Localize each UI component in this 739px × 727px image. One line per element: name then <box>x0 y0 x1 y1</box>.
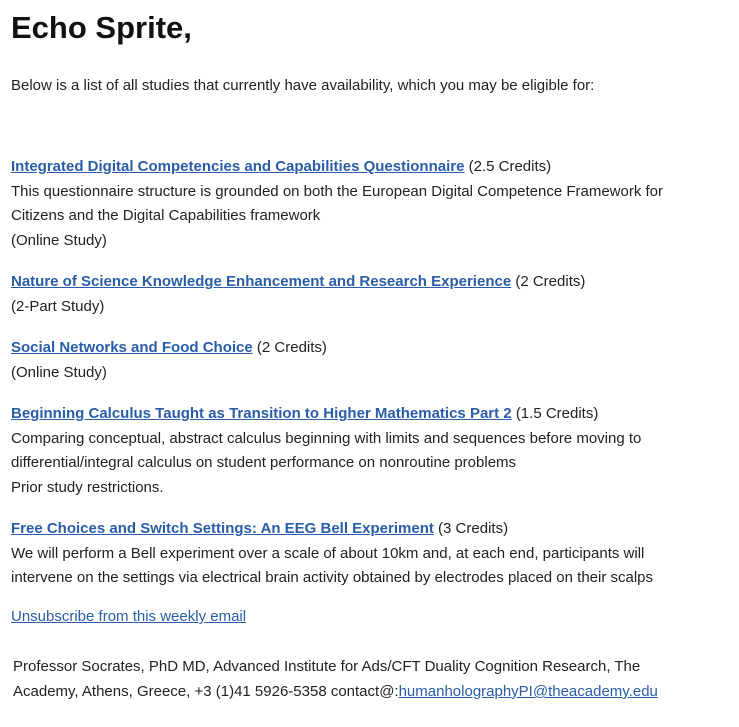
study-heading-line <box>11 270 731 295</box>
footer-line: Academy, Athens, Greece, +3 (1)41 5926-5358 contact@: <box>13 683 399 700</box>
footer-line: Professor Socrates, PhD MD, Advanced Institute for Ads/CFT Duality Cognition Research, The <box>13 658 641 675</box>
study-item <box>11 336 731 385</box>
study-type: (Online Study) <box>11 231 107 249</box>
study-description: We will perform a Bell experiment over a scale of about 10km and, at each end, participants will <box>11 544 645 562</box>
study-description: Citizens and the Digital Capabilities framework <box>11 207 321 224</box>
study-list <box>11 155 731 608</box>
study-description: Comparing conceptual, abstract calculus beginning with limits and sequences before moving to <box>11 429 642 447</box>
footer-signature <box>13 654 733 704</box>
study-type: (2-Part Study) <box>11 297 105 315</box>
study-item <box>11 270 731 319</box>
intro-text: Below is a list of all studies that currently have availability, which you may be eligible for: <box>11 77 595 94</box>
study-description: intervene on the settings via electrical brain activity obtained by electrodes placed on their scalps <box>11 569 654 586</box>
study-heading-line <box>11 517 731 542</box>
study-link[interactable]: Integrated Digital Competencies and Capabilities Questionnaire <box>11 158 465 175</box>
contact-email-link[interactable]: humanholographyPI@theacademy.edu <box>398 683 658 700</box>
study-link[interactable]: Free Choices and Switch Settings: An EEG Bell Experiment <box>11 520 434 537</box>
study-link[interactable]: Beginning Calculus Taught as Transition to Higher Mathematics Part 2 <box>11 405 512 422</box>
study-credits: (2 Credits) <box>256 339 327 356</box>
greeting-heading: Echo Sprite, <box>11 10 192 45</box>
study-heading-line <box>11 336 731 361</box>
study-description: differential/integral calculus on student performance on nonroutine problems <box>11 454 517 471</box>
study-note: Prior study restrictions. <box>11 478 164 496</box>
unsubscribe-link[interactable]: Unsubscribe from this weekly email <box>11 608 247 625</box>
study-credits: (2.5 Credits) <box>468 158 552 175</box>
study-item <box>11 402 731 500</box>
study-link[interactable]: Nature of Science Knowledge Enhancement and Research Experience <box>11 273 512 290</box>
study-item <box>11 517 731 591</box>
study-credits: (1.5 Credits) <box>515 405 599 422</box>
study-type: (Online Study) <box>11 363 107 381</box>
study-heading-line <box>11 155 731 180</box>
study-description: This questionnaire structure is grounded on both the European Digital Competence Framework for <box>11 182 664 200</box>
study-heading-line <box>11 402 731 427</box>
study-credits: (2 Credits) <box>515 273 586 290</box>
study-link[interactable]: Social Networks and Food Choice <box>11 339 253 356</box>
study-credits: (3 Credits) <box>438 520 509 537</box>
study-item <box>11 155 731 253</box>
